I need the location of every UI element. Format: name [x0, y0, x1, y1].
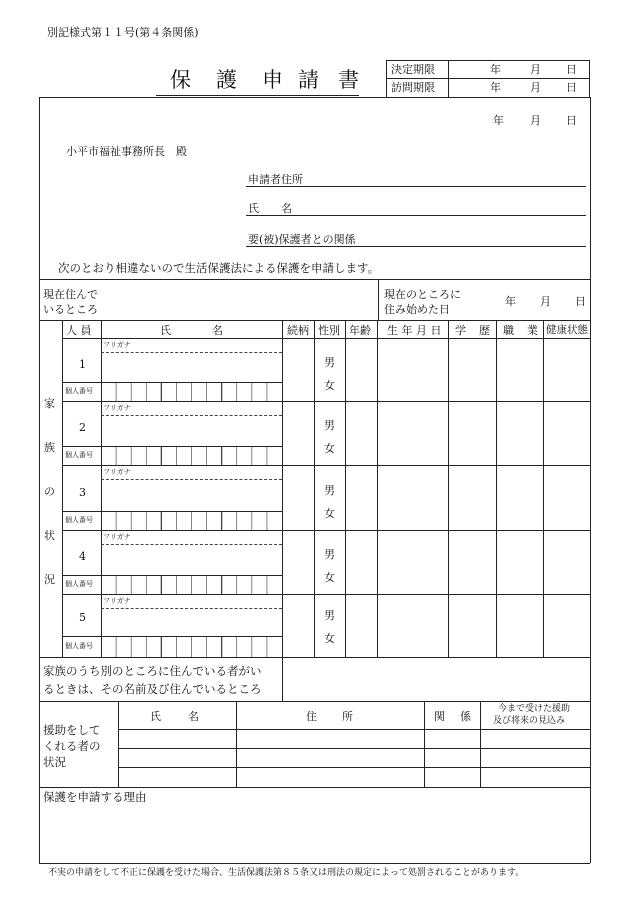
decision-deadline-label: 決定期限	[391, 63, 435, 76]
day-label: 日	[566, 63, 577, 76]
separate-residence-field[interactable]	[286, 660, 586, 698]
id-number-label: 個人番号	[65, 516, 93, 524]
family-side-label: 況	[44, 573, 55, 586]
id-number-label: 個人番号	[65, 642, 93, 650]
support-header-address: 所	[342, 710, 353, 723]
sex-female[interactable]: 女	[324, 379, 335, 392]
header-occupation: 職	[503, 324, 514, 337]
family-side-label: 状	[44, 529, 55, 542]
sex-male[interactable]: 男	[324, 609, 335, 622]
title-char: 申	[262, 68, 283, 92]
sex-female[interactable]: 女	[324, 442, 335, 455]
support-header-name: 氏	[150, 710, 161, 723]
id-number-label: 個人番号	[65, 580, 93, 588]
applicant-name-label: 氏 名	[248, 202, 292, 215]
applicant-relation-label: 要(被)保護者との関係	[248, 233, 356, 246]
residence-since-label: 住み始めた日	[384, 303, 450, 316]
row-number: 5	[79, 611, 86, 624]
support-header-received: 今まで受けた援助	[498, 704, 571, 714]
support-label: くれる者の	[43, 739, 101, 753]
month-label: 月	[530, 63, 541, 76]
header-age: 年齢	[349, 324, 371, 337]
header-relation: 続柄	[287, 324, 309, 337]
header-name: 氏	[160, 324, 171, 337]
row-number: 4	[79, 550, 86, 563]
footer-note: 不実の申請をして不正に保護を受けた場合、生活保護法第８５条又は刑法の規定によって処罰されることがあります。	[48, 868, 525, 878]
header-persons: 人 員	[66, 324, 92, 337]
header-occupation: 業	[527, 324, 538, 337]
support-header-relation: 関	[434, 710, 445, 723]
furigana-label: フリガナ	[103, 533, 131, 541]
declaration-text: 次のとおり相違ないので生活保護法による保護を申請します。	[58, 261, 380, 275]
family-side-label: 家	[44, 397, 55, 410]
header-health: 健康状態	[546, 324, 588, 336]
date-day: 日	[566, 114, 577, 127]
sex-male[interactable]: 男	[324, 484, 335, 497]
addressee: 小平市福祉事務所長 殿	[66, 145, 187, 158]
header-education: 歴	[479, 324, 490, 337]
title-char: 請	[298, 68, 319, 92]
applicant-address-label: 申請者住所	[248, 173, 303, 186]
furigana-label: フリガナ	[103, 404, 131, 412]
sex-male[interactable]: 男	[324, 356, 335, 369]
separate-residence-label: 家族のうち別のところに住んでいる者がい	[43, 664, 262, 678]
title-char: 護	[216, 68, 237, 92]
support-header-name: 名	[188, 710, 199, 723]
support-header-address: 住	[306, 710, 317, 723]
header-education: 学	[455, 324, 466, 337]
row-number: 3	[79, 486, 86, 499]
sex-female[interactable]: 女	[324, 507, 335, 520]
row-number: 1	[79, 358, 86, 371]
residence-since-label: 現在のところに	[384, 288, 461, 301]
header-sex: 性別	[318, 324, 340, 337]
sex-male[interactable]: 男	[324, 548, 335, 561]
form-number: 別記様式第１１号(第４条関係)	[47, 26, 199, 39]
month-label: 月	[530, 81, 541, 94]
date-month: 月	[530, 114, 541, 127]
furigana-label: フリガナ	[103, 468, 131, 476]
support-label: 状況	[43, 755, 66, 769]
current-residence-label: いるところ	[43, 303, 98, 316]
support-label: 援助をして	[43, 723, 101, 737]
separate-residence-label: るときは、その名前及び住んでいるところ	[43, 682, 262, 696]
header-birth: 生 年 月 日	[387, 324, 442, 337]
year-label: 年	[490, 63, 501, 76]
furigana-label: フリガナ	[103, 597, 131, 605]
visit-deadline-label: 訪問期限	[391, 81, 435, 94]
id-number-label: 個人番号	[65, 387, 93, 395]
sex-female[interactable]: 女	[324, 571, 335, 584]
day-label: 日	[566, 81, 577, 94]
title-char: 保	[170, 68, 191, 92]
current-residence-label: 現在住んで	[43, 288, 98, 301]
family-side-label: の	[44, 485, 55, 498]
row-number: 2	[79, 421, 86, 434]
year-label: 年	[505, 295, 516, 308]
family-side-label: 族	[44, 441, 55, 454]
date-year: 年	[493, 114, 504, 127]
year-label: 年	[490, 81, 501, 94]
title-char: 書	[338, 68, 359, 92]
furigana-label: フリガナ	[103, 341, 131, 349]
day-label: 日	[575, 295, 586, 308]
id-number-label: 個人番号	[65, 451, 93, 459]
month-label: 月	[540, 295, 551, 308]
sex-female[interactable]: 女	[324, 632, 335, 645]
support-header-relation: 係	[460, 710, 471, 723]
reason-label: 保護を申請する理由	[43, 790, 147, 804]
sex-male[interactable]: 男	[324, 419, 335, 432]
reason-field[interactable]	[43, 808, 586, 860]
header-name: 名	[212, 324, 223, 337]
support-header-received: 及び将来の見込み	[493, 716, 566, 726]
